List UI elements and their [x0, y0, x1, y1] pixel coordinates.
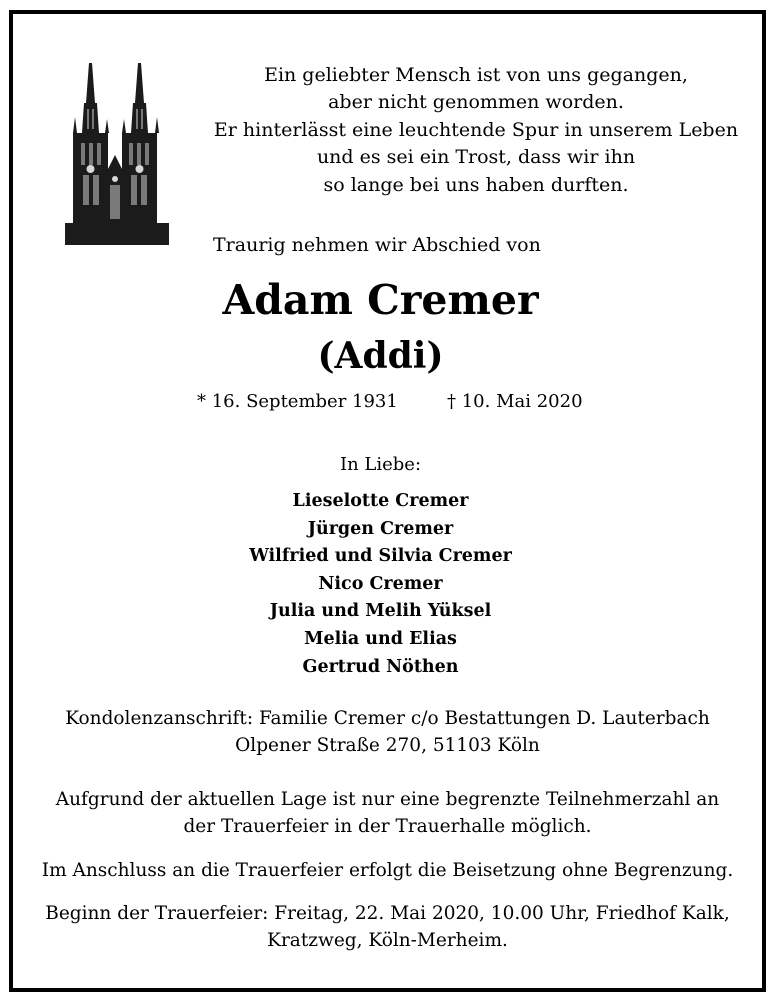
verse-line: und es sei ein Trost, dass wir ihn [316, 146, 636, 169]
mourner-name: Wilfried und Silvia Cremer [249, 546, 512, 567]
mourner-name: Gertrud Nöthen [302, 656, 459, 677]
mourners-heading: In Liebe: [339, 454, 422, 475]
deceased-nickname: (Addi) [317, 335, 444, 377]
condolence-line: Olpener Straße 270, 51103 Köln [235, 735, 540, 756]
ceremony-line: Beginn der Trauerfeier: Freitag, 22. Mai 2020, 10.00 Uhr, Friedhof Kalk, [45, 903, 730, 924]
farewell-intro: Traurig nehmen wir Abschied von [213, 234, 541, 256]
condolence-line: Kondolenzanschrift: Familie Cremer c/o Bestattungen D. Lauterbach [65, 708, 710, 729]
death-date: † 10. Mai 2020 [447, 391, 583, 412]
mourner-name: Julia und Melih Yüksel [269, 601, 492, 622]
notice-line: der Trauerfeier in der Trauerhalle möglich. [183, 816, 592, 837]
mourner-name: Jürgen Cremer [307, 518, 454, 539]
notice-line: Aufgrund der aktuellen Lage ist nur eine begrenzte Teilnehmerzahl an [55, 789, 720, 810]
verse-line: Ein geliebter Mensch ist von uns gegangen, [264, 64, 688, 86]
mourner-name: Melia und Elias [304, 628, 457, 649]
mourner-name: Nico Cremer [318, 573, 443, 594]
verse-line: so lange bei uns haben durften. [323, 173, 629, 196]
deceased-name: Adam Cremer [222, 276, 539, 324]
ceremony-line: Kratzweg, Köln-Merheim. [267, 930, 508, 951]
cologne-cathedral-icon [65, 63, 169, 245]
memorial-verse [201, 62, 751, 199]
mourner-name: Lieselotte Cremer [292, 491, 469, 511]
verse-line: aber nicht genommen worden. [328, 91, 624, 114]
notice-line: Im Anschluss an die Trauerfeier erfolgt die Beisetzung ohne Begrenzung. [41, 860, 734, 881]
obituary-notice [9, 10, 766, 992]
verse-line: Er hinterlässt eine leuchtende Spur in unserem Leben [213, 118, 739, 141]
ceremony-details [13, 900, 762, 954]
attendance-limit-notice [13, 786, 762, 840]
burial-notice [13, 857, 762, 884]
condolence-address [13, 705, 762, 759]
mourners-list [193, 488, 568, 681]
birth-date: * 16. September 1931 [197, 391, 398, 412]
